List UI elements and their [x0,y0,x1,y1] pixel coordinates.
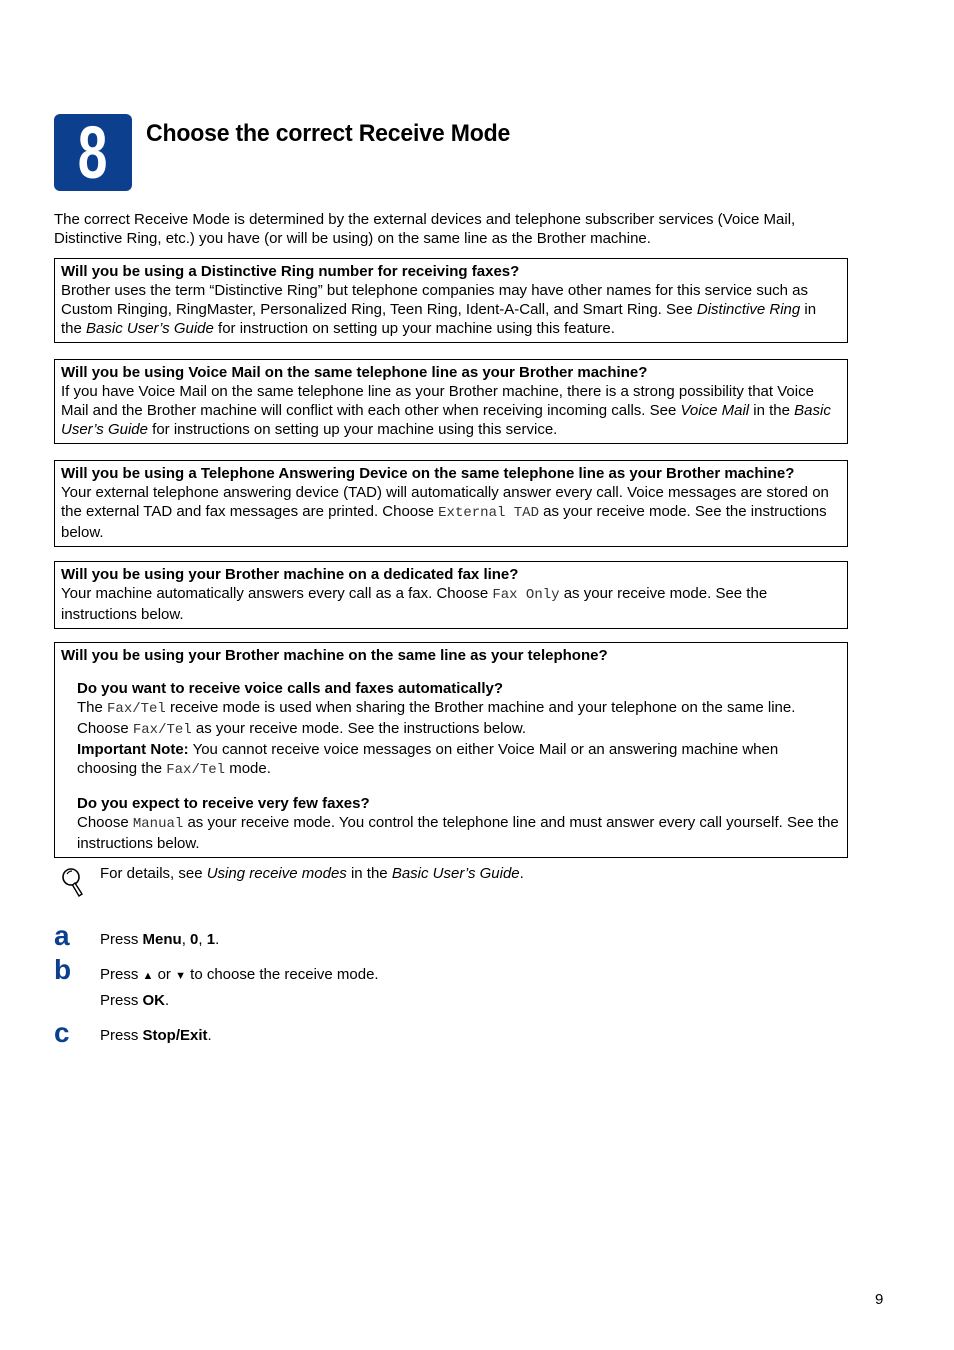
step-a-text: Press Menu, 0, 1. [100,931,220,948]
key-menu: Menu [142,931,182,948]
question-box-distinctive-ring [54,258,848,343]
page-number: 9 [875,1291,884,1308]
intro-paragraph: The correct Receive Mode is determined by the external devices and telephone subscriber services (Voice Mail, Distinctive Ring, etc.) you have (or will be using) on the same line as the Brother machine. [54,211,796,247]
sub-question: Do you expect to receive very few faxes? [77,795,370,812]
down-arrow-icon: ▼ [175,970,186,982]
important-note: Important Note: You cannot receive voice messages on either Voice Mail or an answering machine when choosing the Fax/Tel mode. [77,741,779,778]
mode-name: Fax/Tel [166,762,226,778]
answer-text: If you have Voice Mail on the same telephone line as your Brother machine, there is a strong possibility that Voice Mail and the Brother machine will conflict with each other when receiving incoming calls. See Voice Mail in the Basic User’s Guide for instructions on setting up your machine using this service. [61,383,831,438]
up-arrow-icon: ▲ [142,970,154,982]
answer-text: Brother uses the term “Distinctive Ring” but telephone companies may have other names for this service such as Custom Ringing, RingMaster, Personalized Ring, Teen Ring, Ident-A-Call, and Smart Ring. See Distinctive Ring in the Basic User’s Guide for instruction on setting up your machine using this feature. [61,282,817,337]
key-1: 1 [206,931,216,948]
reference-guide: Basic User’s Guide [61,402,831,438]
sub-question: Do you want to receive voice calls and faxes automatically? [77,680,503,697]
step-b-text: Press ▲ or ▼ to choose the receive mode. [100,966,379,983]
question-box-shared-line [54,642,848,858]
question-heading: Will you be using a Distinctive Ring number for receiving faxes? [61,263,520,280]
sub-section-manual [77,794,841,853]
mode-name: External TAD [438,505,539,521]
reference-link: Using receive modes [206,865,347,882]
mode-name: Manual [132,816,184,832]
magnifier-icon [60,866,86,898]
question-heading: Will you be using a Telephone Answering Device on the same telephone line as your Brother machine? [61,465,795,482]
step-number-badge [54,111,132,194]
key-0: 0 [190,931,199,948]
reference-guide: Basic User’s Guide [391,865,520,882]
question-heading: Will you be using your Brother machine on the same line as your telephone? [61,647,608,664]
answer-text: Your external telephone answering device (TAD) will automatically answer every call. Voice messages are stored on the external TAD and fax messages are printed. Choose External TAD as your receive mode. See the instructions below. [61,484,829,541]
question-heading: Will you be using Voice Mail on the same telephone line as your Brother machine? [61,364,648,381]
answer-text: Your machine automatically answers every call as a fax. Choose Fax Only as your receive mode. See the instructions below. [61,585,768,623]
step-letter-b: b [54,954,72,985]
reference-link: Distinctive Ring [696,301,801,318]
question-box-answering-device [54,460,848,547]
question-box-voice-mail [54,359,848,444]
question-box-dedicated-fax [54,561,848,629]
note-label: Important Note: [77,741,189,758]
sub-answer: Choose Manual as your receive mode. You control the telephone line and must answer every call yourself. See the instructions below. [77,814,839,852]
tip-text: For details, see Using receive modes in the Basic User’s Guide. [100,865,524,882]
step-letter-c: c [54,1017,70,1048]
question-heading: Will you be using your Brother machine on a dedicated fax line? [61,566,519,583]
sub-section-automatic [77,679,841,780]
key-stop-exit: Stop/Exit [142,1027,208,1044]
step-b-text-2: Press OK. [100,992,170,1009]
mode-name: Fax/Tel [107,701,166,717]
mode-name: Fax Only [492,587,560,603]
sub-answer: The Fax/Tel receive mode is used when sharing the Brother machine and your telephone on the same line. Choose Fax/Tel as your receive mode. See the instructions below. [77,699,796,738]
page-title: Choose the correct Receive Mode [146,120,511,147]
step-number: 8 [78,111,108,194]
step-c-text: Press Stop/Exit. [100,1027,212,1044]
reference-guide: Basic User’s Guide [86,320,214,337]
mode-name: Fax/Tel [132,722,192,738]
key-ok: OK [142,992,166,1009]
reference-link: Voice Mail [680,402,750,419]
step-letter-a: a [54,920,70,951]
